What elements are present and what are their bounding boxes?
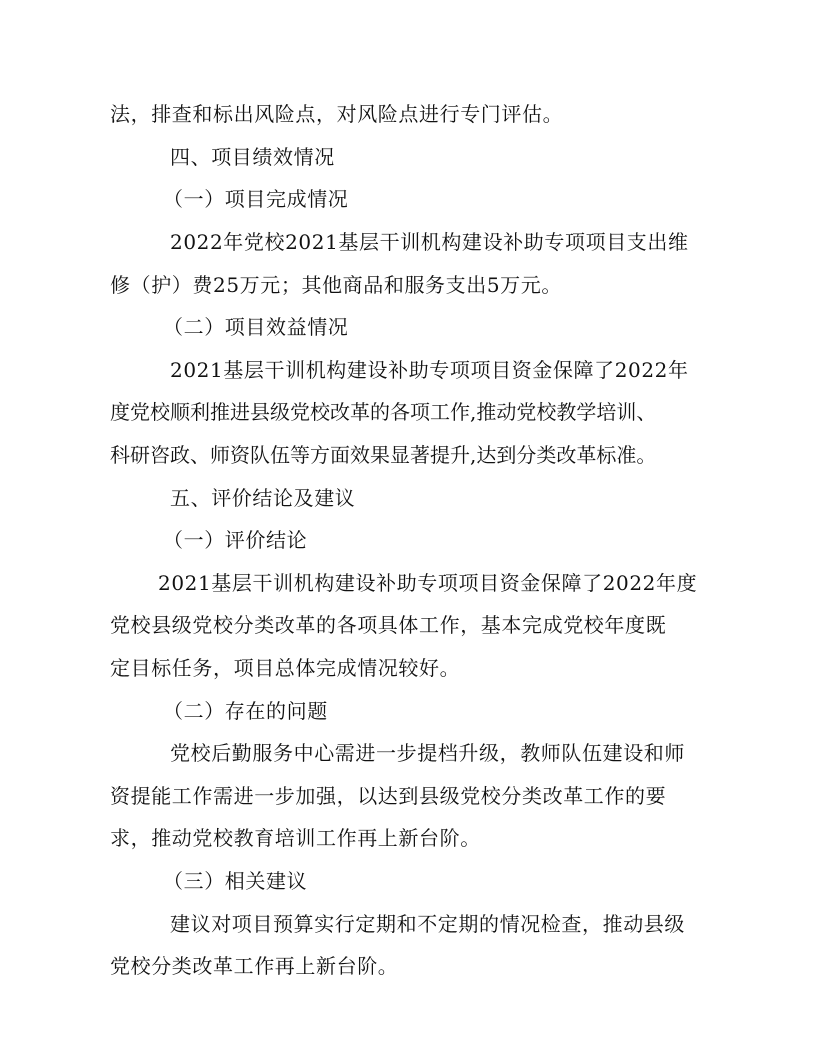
paragraph-line: 2022年党校2021基层干训机构建设补助专项项目支出维 bbox=[170, 230, 689, 254]
subsection-heading: （二）项目效益情况 bbox=[163, 315, 349, 339]
section-heading: 四、项目绩效情况 bbox=[170, 145, 335, 169]
paragraph-line: 科研咨政、师资队伍等方面效果显著提升,达到分类改革标准。 bbox=[110, 443, 657, 467]
paragraph-line: 度党校顺利推进县级党校改革的各项工作,推动党校教学培训、 bbox=[110, 400, 657, 424]
section-heading: 五、评价结论及建议 bbox=[170, 486, 356, 510]
paragraph-line: 2021基层干训机构建设补助专项项目资金保障了2022年 bbox=[170, 358, 689, 382]
paragraph-line: 求，推动党校教育培训工作再上新台阶。 bbox=[110, 826, 481, 850]
paragraph-line: 党校后勤服务中心需进一步提档升级，教师队伍建设和师 bbox=[170, 741, 685, 765]
paragraph-line: 定目标任务，项目总体完成情况较好。 bbox=[110, 656, 461, 680]
paragraph-line: 修（护）费25万元；其他商品和服务支出5万元。 bbox=[110, 273, 562, 297]
paragraph-line: 党校分类改革工作再上新台阶。 bbox=[110, 954, 399, 978]
paragraph-line: 法，排查和标出风险点，对风险点进行专门评估。 bbox=[110, 102, 564, 126]
subsection-heading: （二）存在的问题 bbox=[163, 699, 328, 723]
subsection-heading: （一）项目完成情况 bbox=[163, 187, 349, 211]
paragraph-line: 建议对项目预算实行定期和不定期的情况检查，推动县级 bbox=[170, 912, 685, 936]
paragraph-line: 2021基层干训机构建设补助专项项目资金保障了2022年度 bbox=[158, 571, 698, 595]
paragraph-line: 党校县级党校分类改革的各项具体工作，基本完成党校年度既 bbox=[110, 613, 667, 637]
subsection-heading: （一）评价结论 bbox=[163, 528, 308, 552]
paragraph-line: 资提能工作需进一步加强，以达到县级党校分类改革工作的要 bbox=[110, 784, 667, 808]
subsection-heading: （三）相关建议 bbox=[163, 869, 308, 893]
